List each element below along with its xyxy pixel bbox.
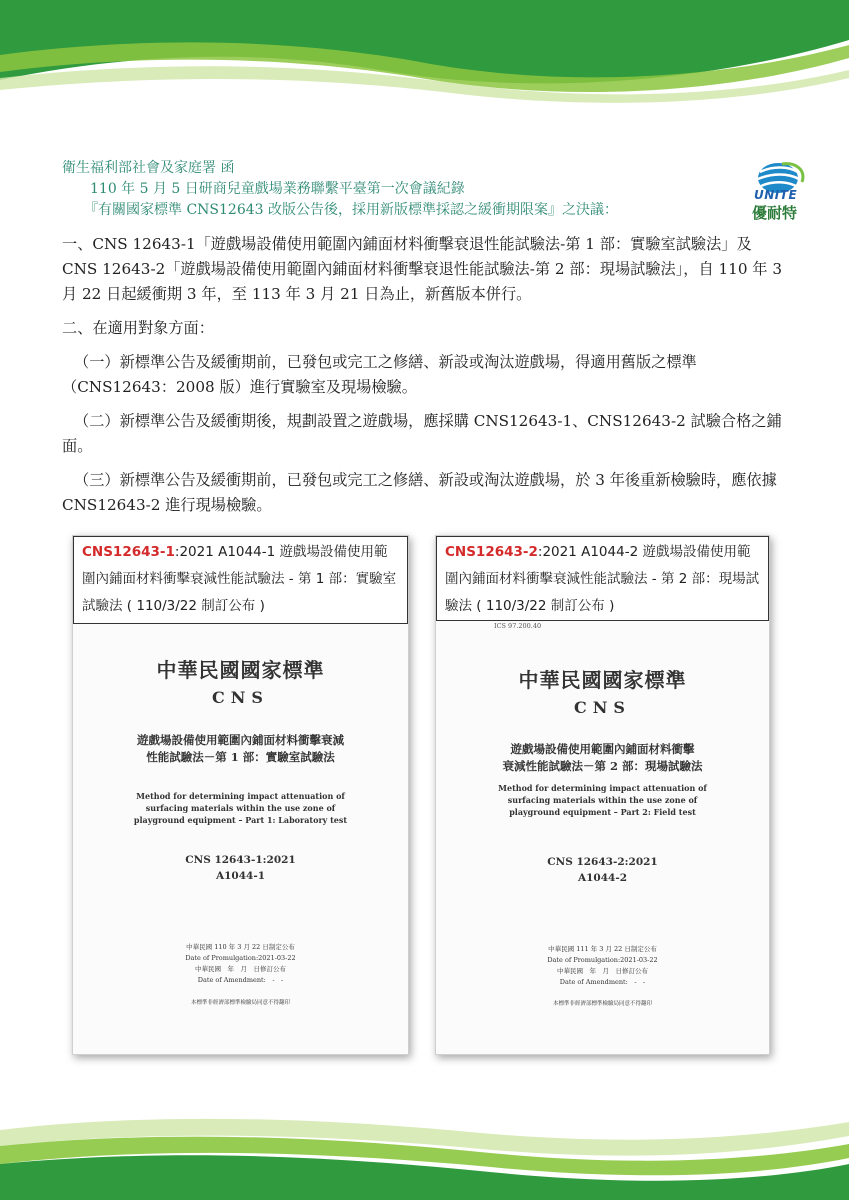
cns-number: CNS 12643-2:2021 bbox=[547, 856, 658, 868]
header-agency: 衛生福利部社會及家庭署 函 bbox=[62, 160, 235, 176]
promulgation-date-zh: 中華民國 110 年 3 月 22 日制定公布 bbox=[186, 943, 295, 951]
caption-code: CNS12643-1 bbox=[82, 544, 175, 560]
reprint-notice: 本標準非經濟部標準檢驗局同意不得翻印 bbox=[552, 1001, 652, 1007]
paragraph-3: （一）新標準公告及緩衝期前，已發包或完工之修繕、新設或淘汰遊戲場，得適用舊版之標準（CNS12643：2008 版）進行實驗室及現場檢驗。 bbox=[62, 353, 697, 396]
caption-part1 bbox=[73, 536, 408, 624]
cns-code: A1044-1 bbox=[215, 870, 266, 882]
cover-cns: CNS bbox=[574, 698, 631, 717]
amendment-date-zh: 中華民國 年 月 日修訂公布 bbox=[195, 965, 286, 973]
brand-en: UNITE bbox=[754, 188, 798, 202]
caption-part2 bbox=[436, 536, 769, 621]
top-wave-decoration bbox=[0, 0, 849, 110]
en-title-line3: playground equipment – Part 2: Field test bbox=[509, 807, 696, 817]
standard-cover-part2 bbox=[435, 535, 770, 1055]
en-title-line1: Method for determining impact attenuation of bbox=[136, 791, 345, 801]
bottom-wave-decoration bbox=[0, 1100, 849, 1200]
promulgation-date-en: Date of Promulgation:2021-03-22 bbox=[185, 954, 296, 962]
header-meeting: 110 年 5 月 5 日研商兒童戲場業務聯繫平臺第一次會議紀錄 bbox=[90, 181, 465, 197]
cover-cns: CNS bbox=[212, 688, 269, 707]
promulgation-date-en: Date of Promulgation:2021-03-22 bbox=[547, 956, 658, 964]
caption-text: :2021 A1044-1 遊戲場設備使用範圍內鋪面材料衝擊衰減性能試驗法 - 第 1 部：實驗室試驗法 ( 110/3/22 制訂公布 ) bbox=[82, 544, 397, 614]
paragraph-4: （二）新標準公告及緩衝期後，規劃設置之遊戲場，應採購 CNS12643-1、CNS12643-2 試驗合格之鋪面。 bbox=[62, 412, 782, 455]
zh-title-line1: 遊戲場設備使用範圍內鋪面材料衝擊 bbox=[510, 742, 695, 756]
unite-logo bbox=[752, 160, 814, 222]
caption-text: :2021 A1044-2 遊戲場設備使用範圍內鋪面材料衝擊衰減性能試驗法 - 第 2 部：現場試驗法 ( 110/3/22 制訂公布 ) bbox=[445, 544, 760, 614]
en-title-line2: surfacing materials within the use zone of bbox=[507, 795, 698, 805]
zh-title-line2: 衰減性能試驗法－第 2 部：現場試驗法 bbox=[502, 759, 703, 773]
en-title-line2: surfacing materials within the use zone of bbox=[145, 803, 336, 813]
resolution-body bbox=[62, 232, 788, 527]
header-resolution: 『有關國家標準 CNS12643 改版公告後，採用新版標準採認之緩衝期限案』之決議： bbox=[84, 202, 618, 218]
letter-header bbox=[62, 158, 702, 221]
paragraph-1: 一、CNS 12643-1「遊戲場設備使用範圍內鋪面材料衝擊衰退性能試驗法-第 1 部：實驗室試驗法」及 CNS 12643-2「遊戲場設備使用範圍內鋪面材料衝擊衰退性能試驗法-第 2 部：現場試驗法」，自 110 年 3 月 22 日起緩衝期 3 年，至 113 年 3 月 21 日為止，新舊版本併行。 bbox=[62, 235, 782, 303]
cns-number: CNS 12643-1:2021 bbox=[185, 854, 296, 866]
cover-title: 中華民國國家標準 bbox=[156, 658, 325, 682]
zh-title-line2: 性能試驗法－第 1 部：實驗室試驗法 bbox=[146, 750, 335, 764]
cover-title: 中華民國國家標準 bbox=[518, 668, 687, 692]
en-title-line3: playground equipment – Part 1: Laboratory test bbox=[133, 815, 348, 825]
en-title-line1: Method for determining impact attenuation of bbox=[498, 783, 707, 793]
ics-code: ICS 97.200.40 bbox=[494, 622, 542, 630]
standard-cover-part1 bbox=[72, 535, 409, 1055]
reprint-notice: 本標準非經濟部標準檢驗局同意不得翻印 bbox=[190, 1000, 290, 1006]
zh-title-line1: 遊戲場設備使用範圍內鋪面材料衝擊衰減 bbox=[137, 733, 344, 747]
amendment-date-en: Date of Amendment: - - bbox=[559, 978, 646, 986]
brand-zh: 優耐特 bbox=[752, 204, 798, 222]
caption-code: CNS12643-2 bbox=[445, 544, 538, 560]
cns-code: A1044-2 bbox=[577, 872, 628, 884]
amendment-date-zh: 中華民國 年 月 日修訂公布 bbox=[557, 967, 648, 975]
promulgation-date-zh: 中華民國 111 年 3 月 22 日制定公布 bbox=[548, 945, 657, 953]
amendment-date-en: Date of Amendment: - - bbox=[197, 976, 284, 984]
paragraph-5: （三）新標準公告及緩衝期前，已發包或完工之修繕、新設或淘汰遊戲場，於 3 年後重新檢驗時，應依據 CNS12643-2 進行現場檢驗。 bbox=[62, 471, 777, 514]
paragraph-2: 二、在適用對象方面： bbox=[62, 319, 214, 337]
